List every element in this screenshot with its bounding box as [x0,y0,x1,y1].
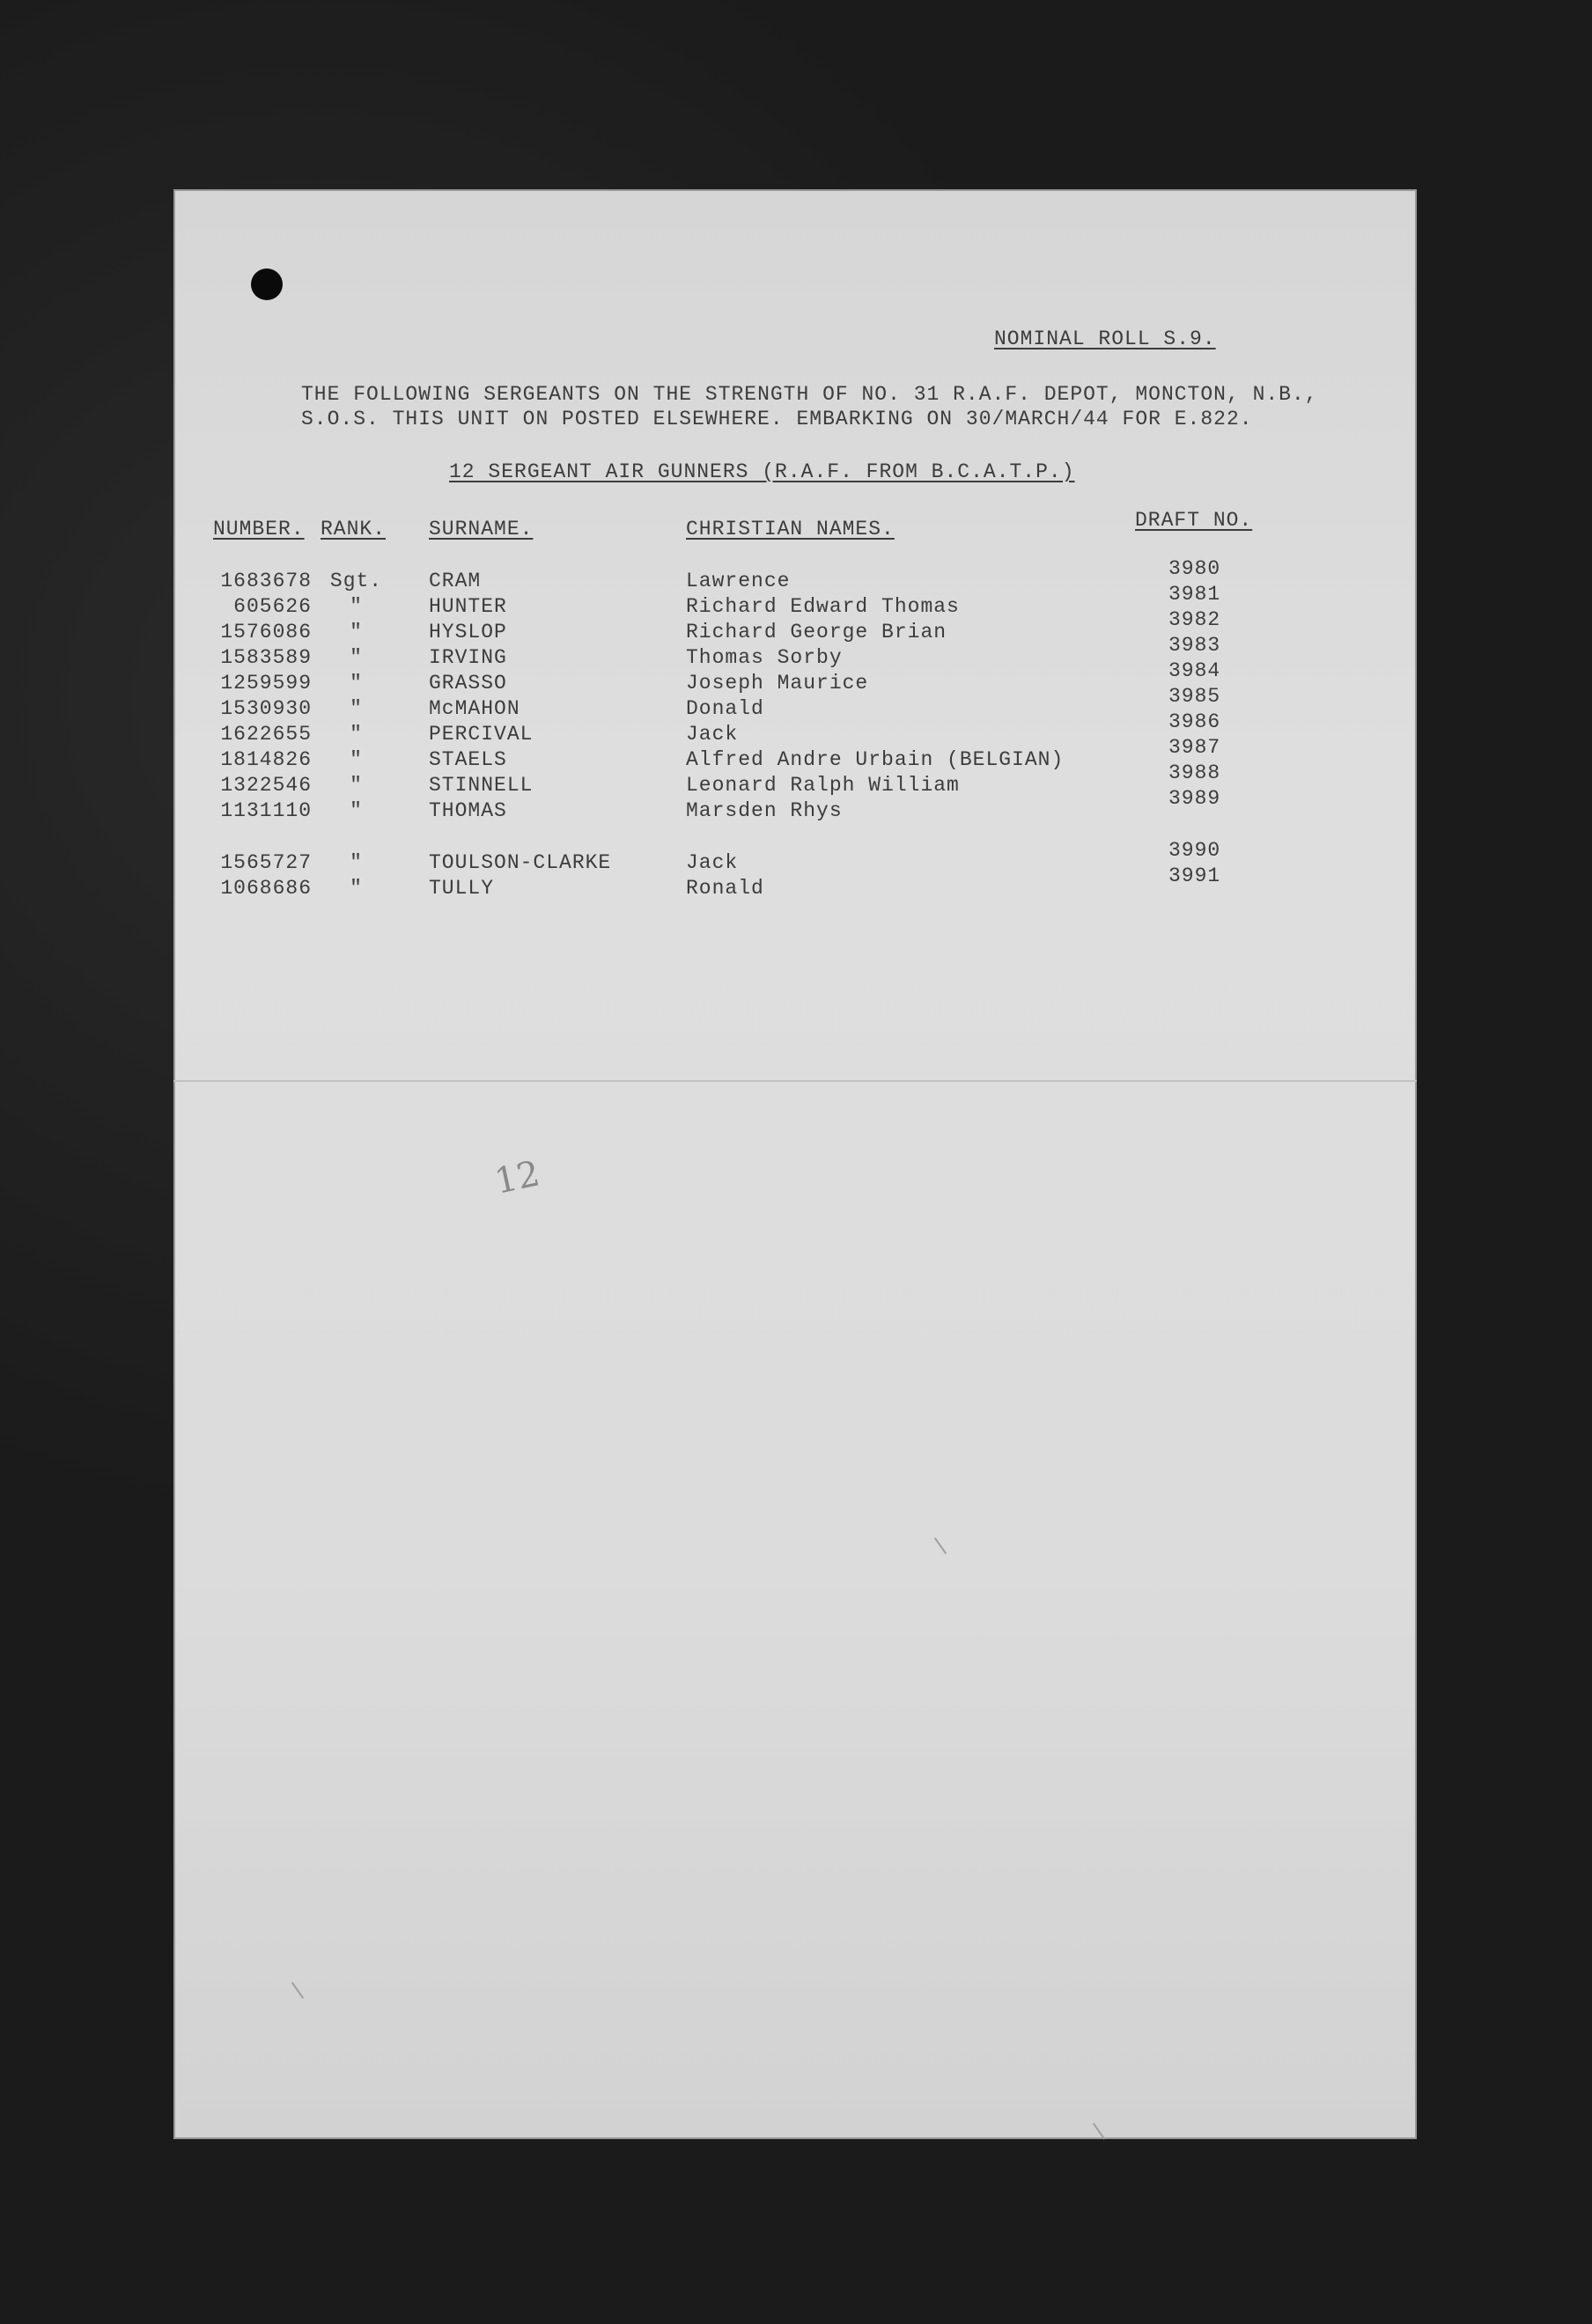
document-page [173,189,1417,2139]
paper-scratch [934,1537,947,1554]
service-number: 1565727 [220,851,312,874]
draft-number: 3985 [1168,685,1221,708]
service-number: 1259599 [220,672,312,695]
draft-number: 3986 [1168,710,1221,733]
paper-scratch [291,1982,304,1998]
service-number: 1583589 [220,646,312,669]
rank: " [350,723,363,746]
rank: " [350,877,363,900]
surname: STAELS [429,748,507,771]
service-number: 1576086 [220,621,312,644]
draft-number: 3991 [1168,864,1221,887]
christian-names: Thomas Sorby [686,646,843,669]
rank: " [350,851,363,874]
column-header-draft-no: DRAFT NO. [1135,509,1253,532]
table-row [173,787,1417,825]
draft-number: 3981 [1168,583,1221,606]
christian-names: Alfred Andre Urbain (BELGIAN) [686,748,1065,771]
christian-names: Richard Edward Thomas [686,595,960,618]
surname: GRASSO [429,672,507,695]
table-row [173,557,1417,595]
surname: THOMAS [429,799,507,822]
column-header-number: NUMBER. [213,518,305,541]
column-header-surname: SURNAME. [429,518,534,541]
christian-names: Lawrence [686,570,791,592]
service-number: 605626 [233,595,312,618]
draft-number: 3982 [1168,608,1221,631]
intro-line-1: THE FOLLOWING SERGEANTS ON THE STRENGTH OF NO. 31 R.A.F. DEPOT, MONCTON, N.B., [301,383,1318,406]
service-number: 1131110 [220,799,312,822]
draft-number: 3987 [1168,736,1221,759]
rank: " [350,672,363,695]
rank: " [350,697,363,720]
draft-number: 3989 [1168,787,1221,810]
surname: HUNTER [429,595,507,618]
service-number: 1683678 [220,570,312,592]
surname: McMAHON [429,697,520,720]
table-row [173,659,1417,697]
paper-scratch [1093,2122,1105,2139]
fold-line [173,1080,1417,1082]
table-row [173,864,1417,902]
section-title: 12 SERGEANT AIR GUNNERS (R.A.F. FROM B.C.A.T.P.) [449,460,1075,483]
christian-names: Donald [686,697,764,720]
table-row [173,736,1417,774]
table-row [173,608,1417,646]
table-row [173,761,1417,799]
rank: " [350,646,363,669]
christian-names: Ronald [686,877,764,900]
rank: " [350,774,363,797]
column-header-rank: RANK. [321,518,387,541]
christian-names: Leonard Ralph William [686,774,960,797]
draft-number: 3983 [1168,634,1221,657]
column-header-christian-names: CHRISTIAN NAMES. [686,518,895,541]
table-row [173,685,1417,723]
surname: CRAM [429,570,482,592]
christian-names: Jack [686,723,739,746]
christian-names: Richard George Brian [686,621,947,644]
rank: Sgt. [329,570,383,592]
christian-names: Joseph Maurice [686,672,869,695]
surname: IRVING [429,646,507,669]
document-reference: NOMINAL ROLL S.9. [994,327,1216,350]
surname: HYSLOP [429,621,507,644]
draft-number: 3984 [1168,659,1221,682]
christian-names: Jack [686,851,739,874]
draft-number: 3980 [1168,557,1221,580]
draft-number: 3988 [1168,761,1221,784]
rank: " [350,621,363,644]
rank: " [350,748,363,771]
service-number: 1530930 [220,697,312,720]
christian-names: Marsden Rhys [686,799,843,822]
table-row [173,710,1417,748]
service-number: 1622655 [220,723,312,746]
surname: TOULSON-CLARKE [429,851,612,874]
table-row [173,634,1417,672]
intro-line-2: S.O.S. THIS UNIT ON POSTED ELSEWHERE. EMBARKING ON 30/MARCH/44 FOR E.822. [301,408,1253,430]
service-number: 1068686 [220,877,312,900]
handwritten-margin-mark: 12 [490,1153,544,1202]
surname: STINNELL [429,774,534,797]
table-row [173,583,1417,621]
surname: TULLY [429,877,495,900]
draft-number: 3990 [1168,839,1221,862]
service-number: 1814826 [220,748,312,771]
surname: PERCIVAL [429,723,534,746]
service-number: 1322546 [220,774,312,797]
punch-hole [251,268,283,300]
table-row [173,839,1417,877]
rank: " [350,595,363,618]
rank: " [350,799,363,822]
